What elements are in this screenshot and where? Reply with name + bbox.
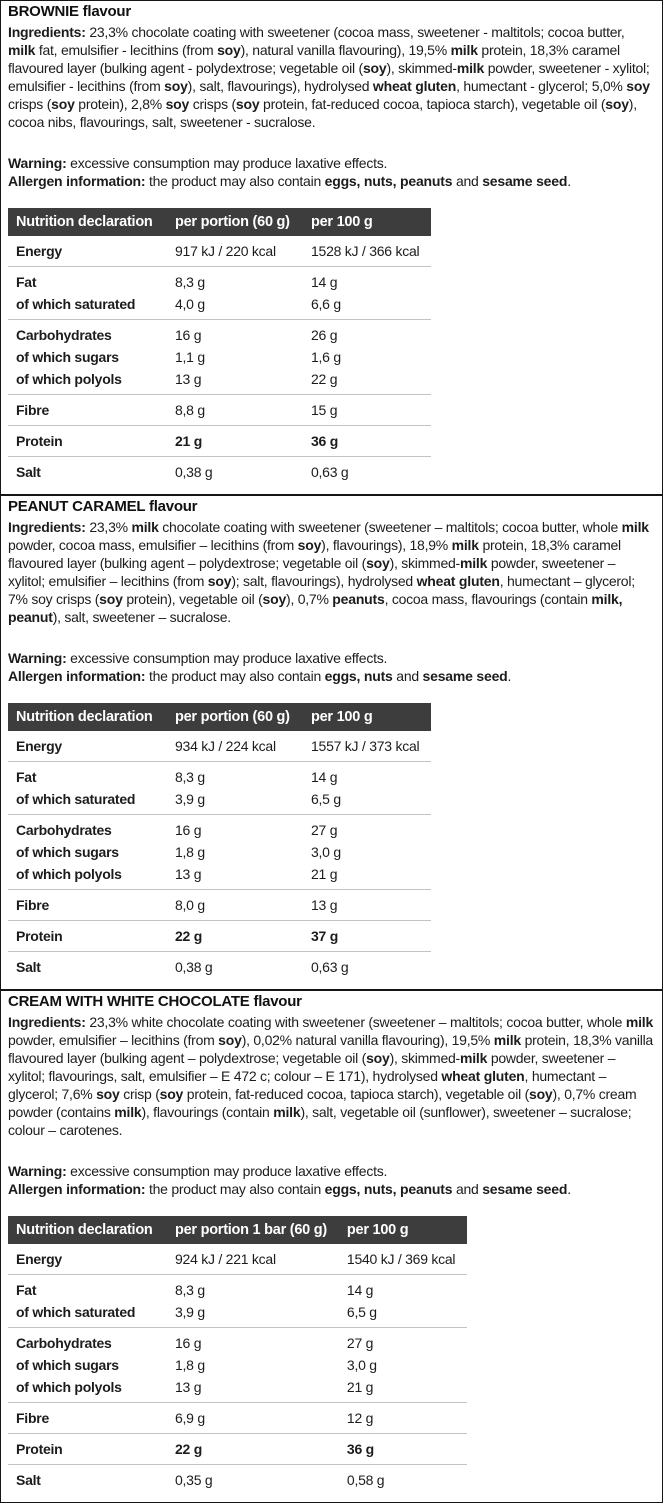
table-header-cell: per 100 g (339, 1216, 467, 1244)
table-row (8, 236, 431, 267)
nutrient-label: Carbohydrates (16, 327, 112, 343)
emphasized-text: eggs, nuts (324, 668, 393, 684)
emphasized-text: Allergen information: (8, 668, 146, 684)
nutrient-label: Energy (16, 1251, 62, 1267)
emphasized-text: soy (297, 537, 322, 553)
per-100g-value: 6,5 g (346, 1304, 377, 1320)
table-header-cell: Nutrition declaration (8, 703, 167, 731)
emphasized-text: Warning: (8, 155, 67, 171)
warning-text: Warning: excessive consumption may produce laxative effects. (8, 155, 388, 171)
nutrition-table (8, 1216, 467, 1495)
table-row (8, 1376, 467, 1403)
per-portion-value: 16 g (175, 822, 202, 838)
nutrient-label: Fat (16, 769, 37, 785)
table-row (8, 346, 431, 368)
emphasized-text: Warning: (8, 650, 67, 666)
table-header-cell: Nutrition declaration (8, 1216, 167, 1244)
emphasized-text: milk (456, 60, 485, 76)
nutrient-label: Fat (16, 274, 37, 290)
emphasized-text: wheat gluten (441, 1068, 525, 1084)
nutrient-label: of which saturated (16, 296, 136, 312)
per-portion-value: 13 g (175, 1379, 202, 1395)
per-100g-value: 26 g (311, 327, 338, 343)
table-row (8, 1354, 467, 1376)
per-100g-value: 13 g (311, 897, 338, 913)
per-100g-value: 14 g (311, 769, 338, 785)
emphasized-text: milk (459, 555, 488, 571)
table-row (8, 368, 431, 395)
per-portion-value: 16 g (175, 1335, 202, 1351)
nutrition-table (8, 703, 431, 982)
table-row (8, 1244, 467, 1275)
emphasized-text: sesame seed (482, 173, 568, 189)
table-row (8, 788, 431, 815)
ingredients-text: Ingredients: 23,3% chocolate coating with sweetener (cocoa mass, sweetener - maltitols; cocoa butter, milk fat, emulsifier - lecithins (from soy), natural vanilla flavouring), 19,5% milk protein, 18,3% caramel flavoured layer (bulking agent - polydextrose; vegetable oil (soy), skimmed-milk powder, sweetener - xylitol; emulsifier - lecithins (from soy), salt, flavourings), hydrolysed wheat gluten, humectant - glycerol; 5,0% soy crisps (soy protein), 2,8% soy crisps (soy protein, fat-reduced cocoa, tapioca starch), vegetable oil (soy), cocoa nibs, flavourings, salt, sweetener - sucralose. (8, 24, 650, 130)
nutrient-label: Carbohydrates (16, 822, 112, 838)
table-row (8, 890, 431, 921)
flavour-section-brownie (0, 0, 663, 495)
emphasized-text: soy (262, 591, 287, 607)
per-portion-value: 13 g (175, 371, 202, 387)
emphasized-text: milk, peanut (8, 591, 623, 625)
table-row (8, 395, 431, 426)
emphasized-text: Warning: (8, 1163, 67, 1179)
emphasized-text: sesame seed (422, 668, 508, 684)
emphasized-text: eggs, nuts, peanuts (324, 1181, 453, 1197)
per-100g-value: 36 g (311, 433, 339, 449)
emphasized-text: soy (218, 1032, 242, 1048)
table-row (8, 841, 431, 863)
per-portion-value: 16 g (175, 327, 202, 343)
per-portion-value: 1,8 g (175, 844, 205, 860)
per-portion-value: 8,3 g (175, 274, 205, 290)
nutrient-label: of which sugars (16, 844, 119, 860)
emphasized-text: milk (459, 1050, 488, 1066)
warning-text: Warning: excessive consumption may produce laxative effects. (8, 650, 388, 666)
per-100g-value: 12 g (346, 1410, 374, 1426)
per-portion-value: 917 kJ / 220 kcal (175, 243, 276, 259)
table-header-row (8, 1216, 467, 1244)
per-portion-value: 0,38 g (175, 959, 213, 975)
emphasized-text: soy (235, 96, 260, 112)
emphasized-text: soy (362, 60, 387, 76)
nutrient-label: Energy (16, 738, 62, 754)
emphasized-text: milk (8, 42, 36, 58)
emphasized-text: milk (451, 537, 479, 553)
emphasized-text: Allergen information: (8, 1181, 146, 1197)
per-100g-value: 22 g (311, 371, 338, 387)
per-portion-value: 8,3 g (175, 1282, 205, 1298)
per-100g-value: 14 g (346, 1282, 374, 1298)
table-row (8, 1403, 467, 1434)
emphasized-text: wheat gluten (372, 78, 457, 94)
emphasized-text: soy (605, 96, 629, 112)
per-portion-value: 8,0 g (175, 897, 205, 913)
table-row (8, 762, 431, 789)
emphasized-text: soy (51, 96, 75, 112)
per-portion-value: 924 kJ / 221 kcal (175, 1251, 276, 1267)
per-portion-value: 21 g (175, 433, 203, 449)
section-title: BROWNIE flavour (8, 3, 131, 20)
nutrient-label: Salt (16, 1472, 41, 1488)
emphasized-text: soy (207, 573, 232, 589)
emphasized-text: soy (165, 96, 190, 112)
emphasized-text: soy (164, 78, 188, 94)
per-portion-value: 0,38 g (175, 464, 213, 480)
per-100g-value: 6,6 g (311, 296, 341, 312)
per-100g-value: 36 g (346, 1441, 374, 1457)
per-portion-value: 8,8 g (175, 402, 205, 418)
per-100g-value: 3,0 g (346, 1357, 377, 1373)
table-header-cell: per 100 g (303, 703, 431, 731)
per-portion-value: 13 g (175, 866, 202, 882)
emphasized-text: milk (273, 1104, 301, 1120)
nutrient-label: of which polyols (16, 1379, 122, 1395)
table-header-row (8, 208, 431, 236)
per-portion-value: 934 kJ / 224 kcal (175, 738, 276, 754)
flavour-section-cream-white-chocolate (0, 990, 663, 1503)
nutrient-label: of which polyols (16, 866, 122, 882)
emphasized-text: soy (217, 42, 241, 58)
nutrient-label: Fat (16, 1282, 37, 1298)
per-portion-value: 3,9 g (175, 791, 205, 807)
per-portion-value: 1,1 g (175, 349, 205, 365)
table-header-cell: per portion (60 g) (167, 208, 303, 236)
emphasized-text: wheat gluten (416, 573, 500, 589)
nutrient-label: Protein (16, 433, 63, 449)
table-header-cell: per portion (60 g) (167, 703, 303, 731)
emphasized-text: Ingredients: (8, 24, 86, 40)
table-row (8, 1301, 467, 1328)
per-portion-value: 22 g (175, 928, 203, 944)
per-100g-value: 6,5 g (311, 791, 341, 807)
per-portion-value: 1,8 g (175, 1357, 205, 1373)
nutrient-label: Fibre (16, 1410, 49, 1426)
table-row (8, 921, 431, 952)
emphasized-text: soy (528, 1086, 553, 1102)
table-row (8, 863, 431, 890)
per-portion-value: 22 g (175, 1441, 203, 1457)
per-100g-value: 1528 kJ / 366 kcal (311, 243, 420, 259)
per-100g-value: 1,6 g (311, 349, 341, 365)
emphasized-text: milk (114, 1104, 142, 1120)
emphasized-text: sesame seed (482, 1181, 568, 1197)
per-100g-value: 14 g (311, 274, 338, 290)
per-100g-value: 15 g (311, 402, 338, 418)
allergen-text: Allergen information: the product may also contain eggs, nuts, peanuts and sesame seed. (8, 1181, 571, 1197)
table-row (8, 731, 431, 762)
per-100g-value: 1557 kJ / 373 kcal (311, 738, 420, 754)
flavour-section-peanut-caramel (0, 495, 663, 990)
per-100g-value: 0,63 g (311, 464, 349, 480)
warning-text: Warning: excessive consumption may produce laxative effects. (8, 1163, 388, 1179)
section-title: PEANUT CARAMEL flavour (8, 498, 198, 515)
table-header-cell: Nutrition declaration (8, 208, 167, 236)
emphasized-text: soy (99, 591, 123, 607)
emphasized-text: soy (96, 1086, 120, 1102)
nutrient-label: Salt (16, 464, 41, 480)
allergen-text: Allergen information: the product may also contain eggs, nuts, peanuts and sesame seed. (8, 173, 571, 189)
emphasized-text: soy (366, 1050, 390, 1066)
per-100g-value: 21 g (346, 1379, 374, 1395)
table-row (8, 320, 431, 347)
nutrient-label: of which saturated (16, 791, 136, 807)
per-portion-value: 3,9 g (175, 1304, 205, 1320)
ingredients-text: Ingredients: 23,3% milk chocolate coating with sweetener (sweetener – maltitols; cocoa butter, whole milk powder, cocoa mass, emulsifier – lecithins (from soy), flavourings), 18,9% milk protein, 18,3% caramel flavoured layer (bulking agent – polydextrose; vegetable oil (soy), skimmed-milk powder, sweetener – xylitol; emulsifier – lecithins (from soy); salt, flavourings), hydrolysed wheat gluten, humectant – glycerol; 7% soy crisps (soy protein), vegetable oil (soy), 0,7% peanuts, cocoa mass, flavourings (contain milk, peanut), salt, sweetener – sucralose. (8, 519, 649, 625)
per-portion-value: 0,35 g (175, 1472, 213, 1488)
table-row (8, 952, 431, 983)
per-100g-value: 21 g (311, 866, 338, 882)
table-row (8, 1328, 467, 1355)
per-100g-value: 0,63 g (311, 959, 349, 975)
allergen-text: Allergen information: the product may also contain eggs, nuts and sesame seed. (8, 668, 512, 684)
nutrient-label: Protein (16, 928, 63, 944)
table-row (8, 293, 431, 320)
table-row (8, 1465, 467, 1496)
emphasized-text: Ingredients: (8, 1014, 86, 1030)
emphasized-text: milk (450, 42, 478, 58)
emphasized-text: soy (626, 78, 650, 94)
per-100g-value: 37 g (311, 928, 339, 944)
nutrition-table (8, 208, 431, 487)
emphasized-text: milk (131, 519, 159, 535)
table-row (8, 1275, 467, 1302)
emphasized-text: Ingredients: (8, 519, 86, 535)
per-100g-value: 1540 kJ / 369 kcal (346, 1251, 456, 1267)
table-row (8, 426, 431, 457)
per-100g-value: 3,0 g (311, 844, 341, 860)
table-row (8, 815, 431, 842)
per-portion-value: 6,9 g (175, 1410, 205, 1426)
nutrient-label: Energy (16, 243, 62, 259)
per-100g-value: 27 g (346, 1335, 374, 1351)
emphasized-text: eggs, nuts, peanuts (324, 173, 453, 189)
per-100g-value: 0,58 g (346, 1472, 385, 1488)
table-row (8, 457, 431, 488)
emphasized-text: soy (366, 555, 390, 571)
nutrient-label: Salt (16, 959, 41, 975)
table-row (8, 267, 431, 294)
nutrient-label: Fibre (16, 402, 49, 418)
emphasized-text: milk (625, 1014, 654, 1030)
nutrient-label: of which sugars (16, 1357, 119, 1373)
emphasized-text: Allergen information: (8, 173, 146, 189)
nutrient-label: of which sugars (16, 349, 119, 365)
table-header-row (8, 703, 431, 731)
per-100g-value: 27 g (311, 822, 338, 838)
per-portion-value: 4,0 g (175, 296, 205, 312)
nutrient-label: of which saturated (16, 1304, 136, 1320)
ingredients-text: Ingredients: 23,3% white chocolate coating with sweetener (sweetener – maltitols; cocoa butter, whole milk powder, emulsifier – lecithins (from soy), 0,02% natural vanilla flavouring), 19,5% milk protein, 18,3% vanilla flavoured layer (bulking agent – polydextrose; vegetable oil (soy), skimmed-milk powder, sweetener – xylitol; flavourings, salt, emulsifier – E 472 c; colour – E 171), hydrolysed wheat gluten, humectant – glycerol; 7,6% soy crisp (soy protein, fat-reduced cocoa, tapioca starch), vegetable oil (soy), 0,7% cream powder (contains milk), flavourings (contain milk), salt, vegetable oil (sunflower), sweetener – sucralose; colour – carotenes. (8, 1014, 654, 1138)
per-portion-value: 8,3 g (175, 769, 205, 785)
table-row (8, 1434, 467, 1465)
section-title: CREAM WITH WHITE CHOCOLATE flavour (8, 993, 302, 1010)
nutrient-label: of which polyols (16, 371, 122, 387)
nutrient-label: Protein (16, 1441, 63, 1457)
nutrient-label: Fibre (16, 897, 49, 913)
table-header-cell: per 100 g (303, 208, 431, 236)
emphasized-text: milk (493, 1032, 521, 1048)
nutrient-label: Carbohydrates (16, 1335, 112, 1351)
emphasized-text: peanuts (332, 591, 385, 607)
emphasized-text: milk (621, 519, 649, 535)
table-header-cell: per portion 1 bar (60 g) (167, 1216, 339, 1244)
emphasized-text: soy (159, 1086, 184, 1102)
